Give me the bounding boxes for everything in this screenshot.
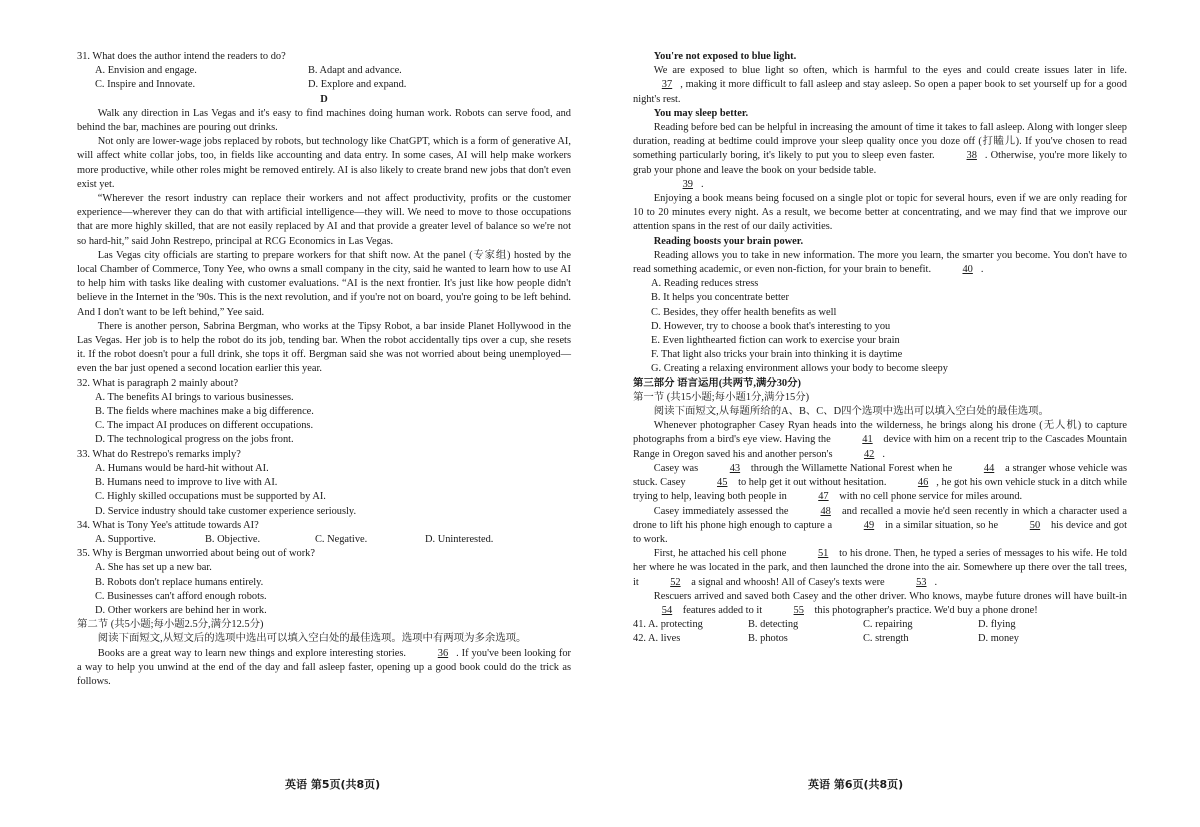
q34-option-d: D. Uninterested. [425, 533, 494, 545]
q35-option-a: A. She has set up a new bar. [95, 562, 212, 574]
option-c: C. Besides, they offer health benefits as well [651, 306, 837, 318]
q31-option-c: C. Inspire and Innovate. [95, 79, 196, 91]
page-footer-left: 英语 第5页(共8页) [285, 778, 381, 791]
q32-option-c: C. The impact AI produces on different occupations. [95, 420, 314, 432]
q35-option-c: C. Businesses can't afford enough robots. [95, 590, 267, 602]
a42-option-c: C. strength [863, 633, 909, 645]
option-g: G. Creating a relaxing environment allows your body to become sleepy [651, 363, 948, 375]
cloze-2b: through the Willamette National Forest when he [750, 462, 953, 474]
books-intro-paragraph [77, 647, 571, 690]
sleep-better-paragraph [633, 121, 1127, 178]
cloze-5a: Rescuers arrived and saved both Casey and the other driver. Who knows, maybe future drones will have built-in [653, 590, 1127, 602]
blank-44: 44 [983, 462, 995, 474]
q34-options [77, 533, 571, 547]
blank-36: 36 [437, 647, 449, 659]
blank-48: 48 [820, 505, 831, 517]
cloze-3d: his device and got to work. [633, 519, 1127, 545]
cloze-2f: with no cell phone service for miles around. [839, 491, 1023, 503]
books-intro-b: . If you've been looking for a way to help you unwind at the end of the day and fall asleep faster, opening up a good book could do the trick as follows. [77, 647, 571, 687]
q31-option-b: B. Adapt and advance. [308, 65, 402, 77]
section-1-instructions: 阅读下面短文,从每题所给的A、B、C、D四个选项中选出可以填入空白处的最佳选项。 [653, 406, 1049, 418]
q33-option-b: B. Humans need to improve to live with AI. [95, 477, 278, 489]
cloze-4d: . [934, 576, 938, 588]
passage-d-heading: D [320, 93, 328, 105]
answer-41 [633, 618, 1127, 632]
part-3-title: 第三部分 语言运用(共两节,满分30分) [633, 377, 801, 389]
cloze-5b: features added to it [682, 604, 763, 616]
focus-paragraph: Enjoying a book means being focused on a single plot or topic for several hours, even if we are only reading for 10 to 20 minutes every night. As a result, we become better at concentrating, and we may find that we improve our attention spans in the rest of our daily activities. [633, 193, 1127, 233]
blank-39-line: 39 . [633, 178, 1127, 192]
question-34: 34. What is Tony Yee's attitude towards AI? [77, 519, 259, 531]
q32-option-d: D. The technological progress on the jobs front. [95, 434, 294, 446]
sleep-text-a: Reading before bed can be helpful in increasing the amount of time it takes to fall asleep. Along with longer sleep duration, reading at bedtime could improve your sleep quality once you doze off (打瞌儿). If you've chosen to read something particularly boring, it's likely to put you to sleep even faster. [633, 122, 1127, 162]
cloze-3a: Casey immediately assessed the [653, 505, 789, 517]
blank-50: 50 [1029, 519, 1041, 531]
blank-42: 42 [863, 448, 875, 460]
cloze-2e: , he got his own vehicle stuck in a ditch while trying to help, leaving both people in [633, 477, 1127, 503]
cloze-4a: First, he attached his cell phone [653, 548, 787, 560]
blank-49: 49 [863, 519, 875, 531]
section-1-title: 第一节 (共15小题;每小题1分,满分15分) [633, 391, 810, 403]
cloze-2a: Casey was [653, 462, 699, 474]
heading-sleep-better: You may sleep better. [653, 107, 749, 119]
right-page [633, 50, 1127, 647]
cloze-1a: Whenever photographer Casey Ryan heads into the wilderness, he brings along his drone (无人机) to capture photographs from a bird's eye view. Having the [633, 420, 1127, 446]
cloze-para-2 [633, 462, 1127, 505]
passage-d-para-3: “Wherever the resort industry can replace their workers and not affect productivity, profits or the customer experience—wherever they can do that with artificial intelligence—they will. We need to move to those occupations that are more highly skilled, that are not easily replaced by AI and that provide a greater level of balance so we're not so hard-hit,” said John Restrepo, principal at RCG Economics in Las Vegas. [77, 193, 571, 247]
blue-light-text-a: We are exposed to blue light so often, which is harmful to the eyes and could create issues later in life. [653, 65, 1127, 77]
question-33: 33. What do Restrepo's remarks imply? [77, 448, 241, 460]
q33-option-a: A. Humans would be hard-hit without AI. [95, 462, 269, 474]
a41-option-b: B. detecting [748, 619, 799, 631]
blank-43: 43 [729, 462, 741, 474]
cloze-para-5 [633, 590, 1127, 618]
a41-option-d: D. flying [978, 619, 1016, 631]
option-d: D. However, try to choose a book that's interesting to you [651, 320, 891, 332]
blank-40: 40 [962, 264, 973, 276]
cloze-para-4 [633, 547, 1127, 590]
blank-41: 41 [862, 434, 873, 446]
q31-option-a: A. Envision and engage. [95, 65, 197, 77]
passage-d-para-5: There is another person, Sabrina Bergman, who works at the Tipsy Robot, a bar inside Planet Hollywood in the Las Vegas. Her job is to help the robot do its job, tending bar. When the robot accidentally tips over a cup, she resets it. If the robot doesn't pour a full drink, she tops it off. Bergman said she was not worried about being unemployed—even the bar just opened a second location earlier this year. [77, 320, 571, 375]
question-35: 35. Why is Bergman unworried about being out of work? [77, 548, 315, 560]
q34-option-c: C. Negative. [315, 533, 368, 545]
q33-option-c: C. Highly skilled occupations must be supported by AI. [95, 491, 326, 503]
question-32: 32. What is paragraph 2 mainly about? [77, 377, 239, 389]
blank-46: 46 [917, 477, 929, 489]
q35-option-b: B. Robots don't replace humans entirely. [95, 576, 264, 588]
section-2-title: 第二节 (共5小题;每小题2.5分,满分12.5分) [77, 619, 264, 631]
cloze-2c: a stranger whose vehicle was stuck. Casey [633, 462, 1127, 489]
cloze-4b: to his drone. Then, he typed a series of messages to his wife. He told her where he was located in the park, and then launched the drone into the air. Somewhere up there over the tall trees, it [633, 548, 1128, 588]
q34-option-b: B. Objective. [205, 533, 261, 545]
cloze-1c: . [882, 448, 885, 460]
passage-d-para-2: Not only are lower-wage jobs replaced by robots, but technology like ChatGPT, which is a form of generative AI, will affect white collar jobs, too, in fields like accounting and data entry. In some cases, AI will help make workers more productive, while other roles might be removed entirely. AI is also likely to create brand new jobs that don't even exist yet. [77, 136, 571, 190]
blue-light-text-b: , making it more difficult to fall asleep and stay asleep. So open a paper book to set yourself up for a good night's rest. [633, 79, 1127, 105]
answer-42 [633, 632, 1127, 646]
blue-light-paragraph [633, 64, 1127, 107]
a42-option-a: 42. A. lives [633, 633, 681, 645]
q31-option-d: D. Explore and expand. [308, 79, 407, 91]
passage-d-para-1: Walk any direction in Las Vegas and it's easy to find machines doing human work. Robots can serve food, and behind the bar, machines are pouring out drinks. [77, 107, 571, 134]
a41-option-a: 41. A. protecting [633, 619, 703, 631]
cloze-2d: to help get it out without hesitation. [738, 477, 887, 489]
heading-brain-power: Reading boosts your brain power. [653, 235, 804, 247]
section-2-instructions: 阅读下面短文,从短文后的选项中选出可以填入空白处的最佳选项。选项中有两项为多余选项。 [97, 633, 527, 645]
cloze-3c: in a similar situation, so he [885, 519, 999, 531]
blank-47: 47 [818, 491, 829, 503]
question-31: 31. What does the author intend the readers to do? [77, 51, 286, 62]
blank-55: 55 [793, 604, 804, 616]
left-page [77, 50, 571, 689]
brain-text-a: Reading allows you to take in new information. The more you learn, the smarter you become. You don't have to read something academic, or even non-fiction, for your brain to benefit. [633, 249, 1127, 276]
option-f: F. That light also tricks your brain into thinking it is daytime [651, 349, 903, 361]
cloze-para-3 [633, 505, 1127, 548]
blank-37: 37 [661, 79, 673, 91]
option-b: B. It helps you concentrate better [651, 292, 789, 304]
q32-option-b: B. The fields where machines make a big difference. [95, 406, 314, 418]
q34-option-a: A. Supportive. [95, 533, 156, 545]
blank-39: 39 [682, 178, 693, 190]
blank-51: 51 [817, 548, 829, 560]
cloze-5c: this photographer's practice. We'd buy a phone drone! [814, 604, 1038, 616]
cloze-4c: a signal and whoosh! All of Casey's texts were [691, 576, 885, 588]
option-a: A. Reading reduces stress [651, 278, 759, 290]
blank-45: 45 [717, 477, 728, 489]
page-footer-right: 英语 第6页(共8页) [808, 778, 904, 791]
cloze-para-1 [633, 419, 1127, 462]
blank-54: 54 [661, 604, 673, 616]
brain-power-paragraph: Reading allows you to take in new information. The more you learn, the smarter you become. You don't have to read something academic, or even non-fiction, for your brain to benefit. 40 . [633, 249, 1127, 277]
q33-option-d: D. Service industry should take customer experience seriously. [95, 505, 357, 517]
q35-option-d: D. Other workers are behind her in work. [95, 604, 267, 616]
q31-options [77, 64, 571, 92]
q32-option-a: A. The benefits AI brings to various businesses. [95, 391, 294, 403]
books-intro-a: Books are a great way to learn new things and explore interesting stories. [97, 647, 407, 659]
blank-53: 53 [916, 576, 927, 588]
passage-d-para-4: Las Vegas city officials are starting to prepare workers for that shift now. At the panel (专家组) hosted by the local Chamber of Commerce, Tony Yee, who owns a small company in the city, said he wanted to learn how to use AI to help him with tasks like dealing with customer evaluations. “AI is the next frontier. It's just like how people didn't believe in the Internet in the '90s. This is the next revolution, and if you're not on board, you're going to be left behind. And I don't want to be left behind,” Yee said. [77, 249, 571, 318]
a42-option-b: B. photos [748, 633, 788, 645]
option-e: E. Even lighthearted fiction can work to exercise your brain [651, 335, 900, 347]
a42-option-d: D. money [978, 633, 1019, 645]
cloze-3b: and recalled a movie he'd seen recently in which a character used a drone to lift his phone high enough to capture a [633, 505, 1127, 531]
a41-option-c: C. repairing [863, 619, 913, 631]
cloze-1b: device with him on a recent trip to the Cascades Mountain Range in Oregon saved his and another person's [633, 434, 1127, 460]
heading-blue-light: You're not exposed to blue light. [653, 51, 797, 62]
blank-38: 38 [966, 150, 977, 162]
sleep-text-b: . Otherwise, you're more likely to grab your phone and leave the book on your bedside table. [633, 150, 1127, 176]
blank-52: 52 [670, 576, 681, 588]
